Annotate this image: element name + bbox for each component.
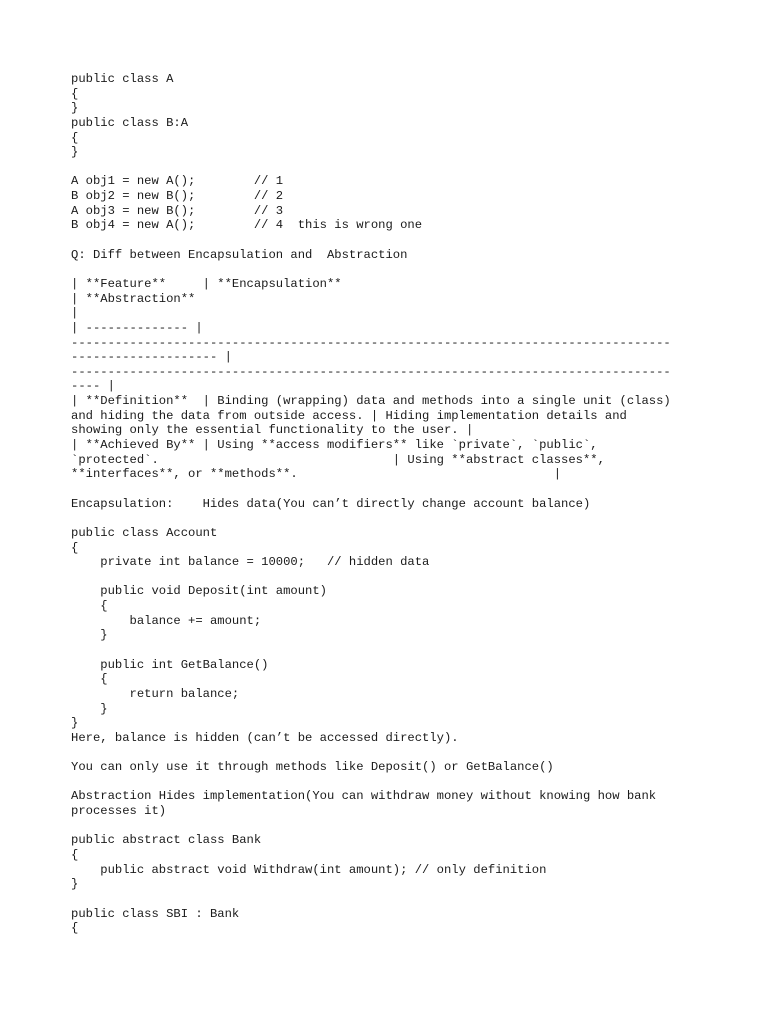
text-line: {: [71, 130, 79, 145]
text-line: {: [71, 672, 108, 687]
blank-line: [71, 643, 711, 658]
text-line: |: [71, 306, 79, 321]
text-line: | **Feature** | **Encapsulation**: [71, 276, 342, 291]
text-line: return balance;: [71, 686, 240, 701]
blank-line: [71, 262, 711, 277]
text-line: public abstract class Bank: [71, 833, 262, 848]
blank-line: [71, 745, 711, 760]
text-line: }: [71, 716, 79, 731]
text-line: {: [71, 540, 79, 555]
blank-line: [71, 892, 711, 907]
text-line: | **Abstraction**: [71, 291, 196, 306]
text-line: public void Deposit(int amount): [71, 584, 327, 599]
blank-line: [71, 775, 711, 790]
text-line: | -------------- |: [71, 320, 203, 335]
text-line: {: [71, 921, 79, 936]
text-line: public int GetBalance(): [71, 657, 269, 672]
text-line: public class A: [71, 72, 174, 86]
text-line: B obj2 = new B(); // 2: [71, 189, 284, 204]
text-line: }: [71, 101, 79, 116]
text-line: }: [71, 701, 108, 716]
text-line: and hiding the data from outside access. | Hiding implementation details and: [71, 408, 627, 423]
text-line: }: [71, 145, 79, 160]
text-line: public class B:A: [71, 115, 189, 130]
text-line: {: [71, 847, 79, 862]
text-line: public class Account: [71, 525, 218, 540]
text-line: ----------------------------------------------------------------------------------: [71, 364, 671, 379]
text-line: A obj1 = new A(); // 1: [71, 174, 284, 189]
text-line: balance += amount;: [71, 613, 262, 628]
text-line: | **Definition** | Binding (wrapping) data and methods into a single unit (class): [71, 394, 671, 409]
text-line: ----------------------------------------------------------------------------------: [71, 335, 671, 350]
text-line: private int balance = 10000; // hidden data: [71, 555, 430, 570]
text-line: Q: Diff between Encapsulation and Abstraction: [71, 247, 408, 262]
text-line: }: [71, 628, 108, 643]
text-line: }: [71, 877, 79, 892]
text-line: | **Achieved By** | Using **access modifiers** like `private`, `public`,: [71, 438, 598, 453]
text-line: B obj4 = new A(); // 4 this is wrong one: [71, 218, 423, 233]
text-line: `protected`. | Using **abstract classes**,: [71, 452, 605, 467]
blank-line: [71, 819, 711, 834]
text-line: Encapsulation: Hides data(You can’t directly change account balance): [71, 496, 591, 511]
text-line: {: [71, 599, 108, 614]
text-line: public class SBI : Bank: [71, 906, 240, 921]
text-line: You can only use it through methods like Deposit() or GetBalance(): [71, 760, 554, 775]
text-line: -------------------- |: [71, 350, 232, 365]
text-line: {: [71, 86, 79, 101]
blank-line: [71, 233, 711, 248]
blank-line: [71, 511, 711, 526]
text-line: ---- |: [71, 379, 115, 394]
text-line: processes it): [71, 804, 167, 819]
text-line: A obj3 = new B(); // 3: [71, 203, 284, 218]
text-line: Here, balance is hidden (can’t be accessed directly).: [71, 730, 459, 745]
text-line: public abstract void Withdraw(int amount); // only definition: [71, 862, 547, 877]
text-line: **interfaces**, or **methods**. |: [71, 467, 562, 482]
blank-line: [71, 160, 711, 175]
text-line: showing only the essential functionality to the user. |: [71, 423, 474, 438]
document-page: [71, 72, 711, 936]
text-line: Abstraction Hides implementation(You can withdraw money without knowing how bank: [71, 789, 657, 804]
blank-line: [71, 570, 711, 585]
blank-line: [71, 482, 711, 497]
